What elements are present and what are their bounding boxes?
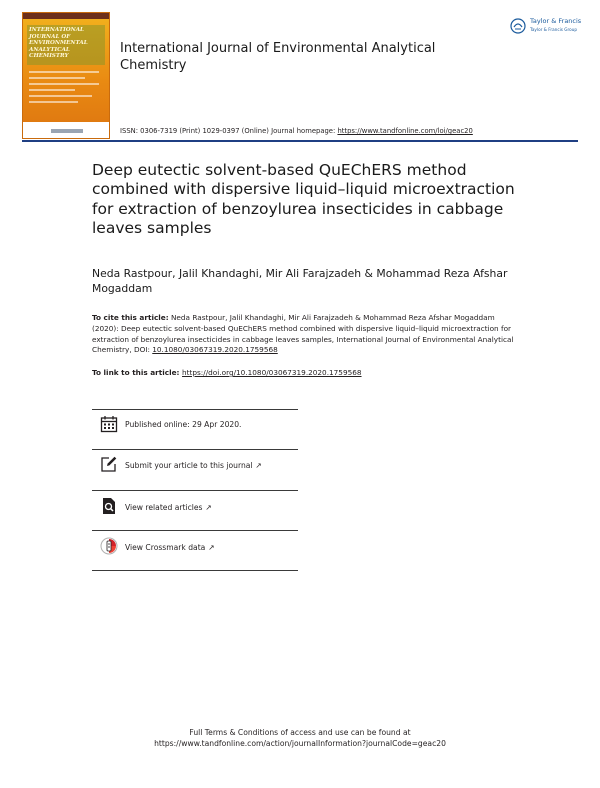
citation-block <box>92 313 522 356</box>
article-doi-link[interactable]: https://doi.org/10.1080/03067319.2020.1759568 <box>182 368 362 377</box>
journal-name: International Journal of Environmental Analytical Chemistry <box>120 41 436 73</box>
info-divider <box>92 490 298 491</box>
edit-icon <box>100 455 118 473</box>
cover-title: INTERNATIONAL JOURNAL OF ENVIRONMENTAL ANALYTICAL CHEMISTRY <box>29 27 88 60</box>
info-divider <box>92 530 298 531</box>
publisher-logo-icon <box>510 18 526 34</box>
submit-article-label: Submit your article to this journal <box>125 461 253 470</box>
footer-terms <box>0 727 600 749</box>
published-date: Published online: 29 Apr 2020. <box>125 420 242 429</box>
issn-line <box>120 127 473 135</box>
journal-cover-thumbnail <box>22 12 110 139</box>
crossmark-link[interactable] <box>125 543 215 552</box>
search-document-icon <box>100 497 118 515</box>
publisher-logo-group: Taylor & Francis Group <box>530 27 578 32</box>
journal-homepage-link[interactable]: https://www.tandfonline.com/loi/geac20 <box>337 127 473 135</box>
article-link-label: To link to this article: <box>92 368 183 377</box>
info-divider <box>92 570 298 571</box>
cover-top-strip <box>23 13 109 19</box>
submit-article-link[interactable] <box>125 461 262 470</box>
info-divider <box>92 409 298 410</box>
related-articles-label: View related articles <box>125 503 203 512</box>
external-link-icon: ↗ <box>208 543 215 552</box>
issn-text: ISSN: 0306-7319 (Print) 1029-0397 (Online) Journal homepage: <box>120 127 338 135</box>
external-link-icon: ↗ <box>205 503 212 512</box>
citation-doi-link[interactable]: 10.1080/03067319.2020.1759568 <box>152 345 278 355</box>
cover-publisher-mark <box>51 129 83 133</box>
publisher-logo-name: Taylor & Francis <box>530 17 582 25</box>
crossmark-label: View Crossmark data <box>125 543 206 552</box>
publisher-logo <box>510 16 585 38</box>
related-articles-link[interactable] <box>125 503 212 512</box>
citation-text: Neda Rastpour, Jalil Khandaghi, Mir Ali Farajzadeh & Mohammad Reza Afshar Mogaddam (2020): Deep eutectic solvent-based QuEChERS method combined with dispersive liquid–liquid microextraction for extraction of benzoylurea insecticides in cabbage leaves samples, International Journal of Environmental Analytical Chemistry, DOI: <box>92 313 514 355</box>
article-link-line <box>92 368 522 377</box>
footer-line-1: Full Terms & Conditions of access and use can be found at <box>189 728 411 737</box>
calendar-icon <box>100 415 118 433</box>
citation-label: To cite this article: <box>92 313 169 322</box>
article-authors: Neda Rastpour, Jalil Khandaghi, Mir Ali Farajzadeh & Mohammad Reza Afshar Mogaddam <box>92 267 508 295</box>
crossmark-icon <box>100 537 118 555</box>
footer-terms-link[interactable]: https://www.tandfonline.com/action/journalInformation?journalCode=geac20 <box>154 739 446 749</box>
cover-text-lines <box>29 71 99 107</box>
article-title: Deep eutectic solvent-based QuEChERS method combined with dispersive liquid–liquid microextraction for extraction of benzoylurea insecticides in cabbage leaves samples <box>92 161 515 237</box>
info-divider <box>92 449 298 450</box>
header-divider <box>22 140 578 142</box>
external-link-icon: ↗ <box>255 461 262 470</box>
